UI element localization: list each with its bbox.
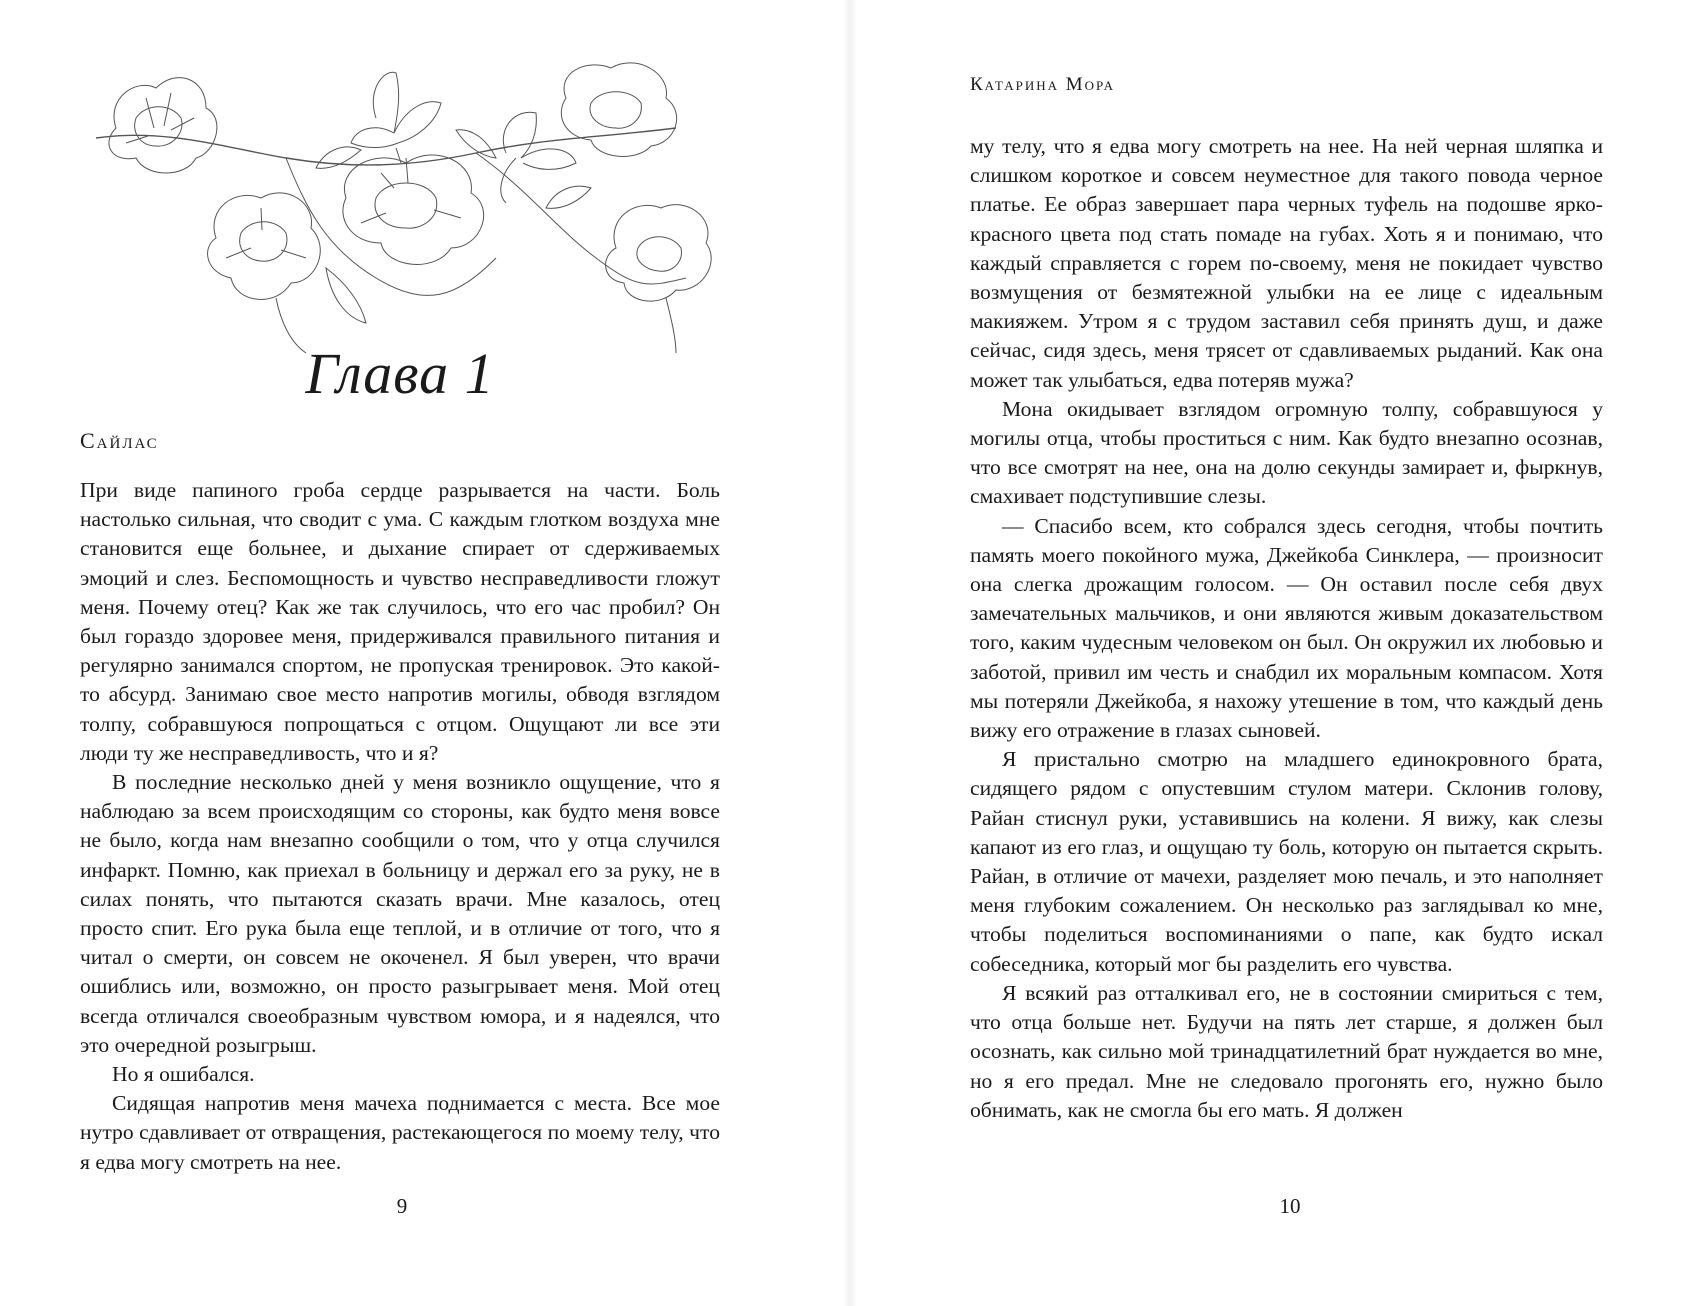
paragraph: Сидящая напротив меня мачеха поднимается с места. Все мое нутро сдавливает от отвращения, растекающегося по моему телу, что я едва могу смотреть на нее. [80,1091,720,1174]
paragraph: — Спасибо всем, кто собрался здесь сегодня, чтобы почтить память моего покойного мужа, Джейкоба Синклера, — произносит она слегка дрожащим голосом. — Он оставил после себя двух замечательных мальчиков, и они являются живым доказательством того, каким чудесным человеком он был. Он окружил их любовью и заботой, привил им честь и снабдил их моральным компасом. Хотя мы потеряли Джейкоба, я нахожу утешение в том, что каждый день вижу его отражение в глазах сыновей. [970,513,1603,743]
paragraph: В последние несколько дней у меня возникло ощущение, что я наблюдаю за всем происходящим со стороны, как будто меня вовсе не было, когда нам внезапно сообщили о том, что у отца случился инфаркт. Помню, как приехал в больницу и держал его за руку, не в силах понять, что пытаются сказать врачи. Мне казалось, отец просто спит. Его рука была еще теплой, и в отличие от того, что я читал о смерти, он совсем не окоченел. Я был уверен, что врачи ошиблись или, возможно, он просто разыгрывает меня. Мой отец всегда отличался своеобразным чувством юмора, и я надеялся, что это очередной розыгрыш. [80,770,720,1057]
running-head-author: Катарина Мора [970,74,1115,95]
page-number: 10 [1279,1194,1301,1218]
book-gutter [843,0,857,1306]
left-page-text [80,476,720,1177]
paragraph: Но я ошибался. [112,1062,255,1087]
paragraph: Я пристально смотрю на младшего единокровного брата, сидящего рядом с опустевшим стулом матери. Склонив голову, Райан стиснул руки, уставившись на колени. Я вижу, как слезы капают из его глаз, и ощущаю ту боль, которую он пытается скрыть. Райан, в отличие от мачехи, разделяет мою печаль, и это наполняет меня глубоким сожалением. Он несколько раз заглядывал ко мне, чтобы поделиться воспоминаниями о папе, как будто искал собеседника, который мог бы разделить его чувства. [970,747,1603,976]
peony-flower-top-right [561,63,676,157]
peony-flower-left [109,78,217,173]
peony-flower-lower-left [208,193,321,300]
paragraph: Мона окидывает взглядом огромную толпу, собравшуюся у могилы отца, чтобы проститься с ним. Как будто внезапно осознав, что все смотрят на нее, она на долю секунды замирает и, фыркнув, смахивает подступившие слезы. [970,396,1603,509]
page-number: 9 [396,1194,408,1218]
lily-flower-top [351,72,441,163]
peony-flower-lower-right [606,205,712,301]
paragraph: Я всякий раз отталкивал его, не в состоянии смириться с тем, что отца больше нет. Будучи на пять лет старше, я должен был осознать, как сильно мой тринадцатилетний брат нуждается во мне, но я его предал. Мне не следовало прогонять его, нужно было обнимать, как не смогла бы его мать. Я должен [970,980,1603,1122]
right-page [857,0,1690,1306]
floral-ornament-illustration [76,58,726,358]
peony-flower-center [343,155,484,264]
paragraph: му телу, что я едва могу смотреть на нее. На ней черная шляпка и слишком короткое и совсем неуместное для такого повода черное платье. Ее образ завершает пара черных туфель на подошве ярко-красного цвета под стать помаде на губах. Хоть я и понимаю, что каждый справляется с горем по-своему, меня не покидает чувство возмущения от безмятежной улыбки на ее лице с идеальным макияжем. Утром я с трудом заставил себя принять душ, и даже сейчас, сидя здесь, меня трясет от сдавливаемых рыданий. Как она может так улыбаться, едва потеряв мужа? [970,134,1603,392]
chapter-title: Глава 1 [305,341,495,406]
character-name: Сайлас [80,428,159,453]
paragraph: При виде папиного гроба сердце разрывается на части. Боль настолько сильная, что сводит с ума. С каждым глотком воздуха мне становится еще больнее, и дыхание спирает от сдерживаемых эмоций и слез. Беспомощность и чувство несправедливости гложут меня. Почему отец? Как же так случилось, что его час пробил? Он был гораздо здоровее меня, придерживался правильного питания и регулярно занимался спортом, не пропуская тренировок. Это какой-то абсурд. Занимаю свое место напротив могилы, обводя взглядом толпу, собравшуюся попрощаться с отцом. Ощущают ли все эти люди ту же несправедливость, что и я? [80,478,720,765]
right-page-text [970,132,1603,1125]
